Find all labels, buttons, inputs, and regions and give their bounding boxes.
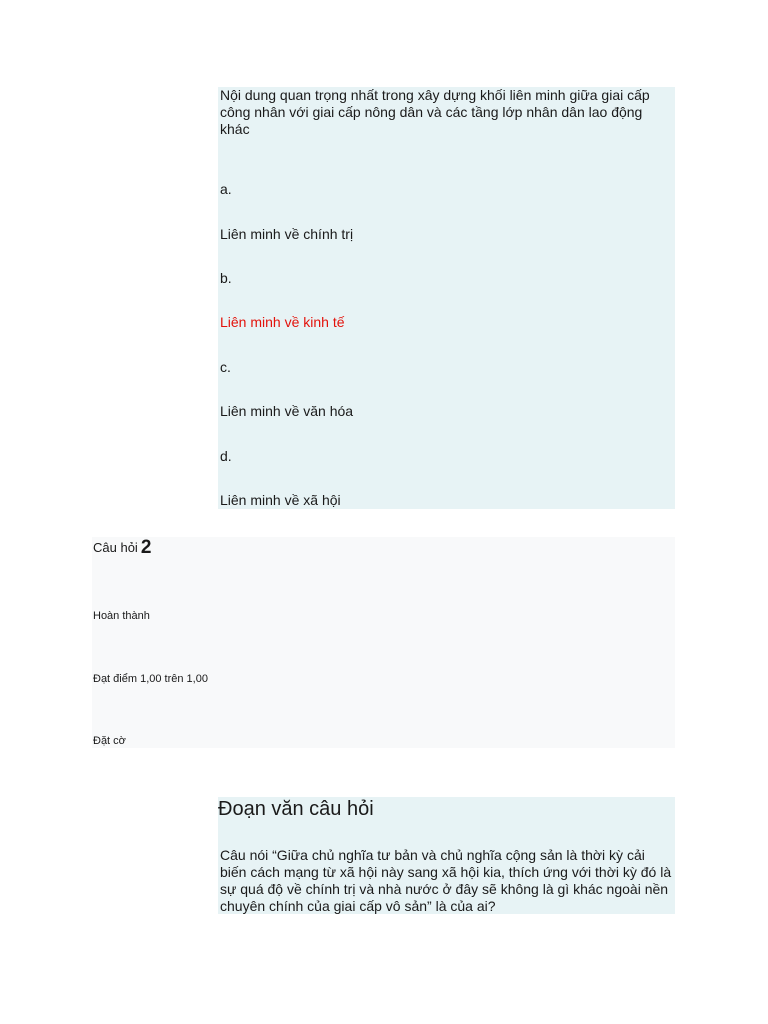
flag-question-link[interactable]: Đặt cờ bbox=[93, 735, 126, 747]
option-b-text-selected[interactable]: Liên minh về kinh tế bbox=[220, 314, 345, 330]
option-d-letter[interactable]: d. bbox=[220, 448, 232, 464]
question-number-label bbox=[93, 538, 151, 558]
option-c-letter[interactable]: c. bbox=[220, 359, 231, 375]
question-1-panel bbox=[218, 87, 675, 509]
option-d-text[interactable]: Liên minh về xã hội bbox=[220, 492, 341, 508]
option-a-letter[interactable]: a. bbox=[220, 181, 232, 197]
option-b-letter[interactable]: b. bbox=[220, 270, 232, 286]
question-score: Đạt điểm 1,00 trên 1,00 bbox=[93, 673, 208, 685]
option-c-text[interactable]: Liên minh về văn hóa bbox=[220, 403, 354, 419]
question-2-info-box bbox=[92, 537, 675, 748]
question-2-text: Câu nói “Giữa chủ nghĩa tư bản và chủ nghĩa cộng sản là thời kỳ cải biến cách mạng từ xã hội này sang xã hội kia, thích ứng với thời kỳ đó là sự quá độ về chính trị và nhà nước ở đây sẽ không là gì khác ngoài nền chuyên chính của giai cấp vô sản” là của ai? bbox=[220, 847, 672, 914]
question-label-text: Câu hỏi bbox=[93, 540, 138, 555]
question-number: 2 bbox=[140, 537, 152, 558]
option-a-text[interactable]: Liên minh về chính trị bbox=[220, 226, 354, 242]
question-1-text: Nội dung quan trọng nhất trong xây dựng khối liên minh giữa giai cấp công nhân với giai cấp nông dân và các tầng lớp nhân dân lao động khác bbox=[220, 87, 650, 137]
question-status: Hoàn thành bbox=[93, 610, 150, 622]
question-passage-heading: Đoạn văn câu hỏi bbox=[218, 798, 374, 820]
